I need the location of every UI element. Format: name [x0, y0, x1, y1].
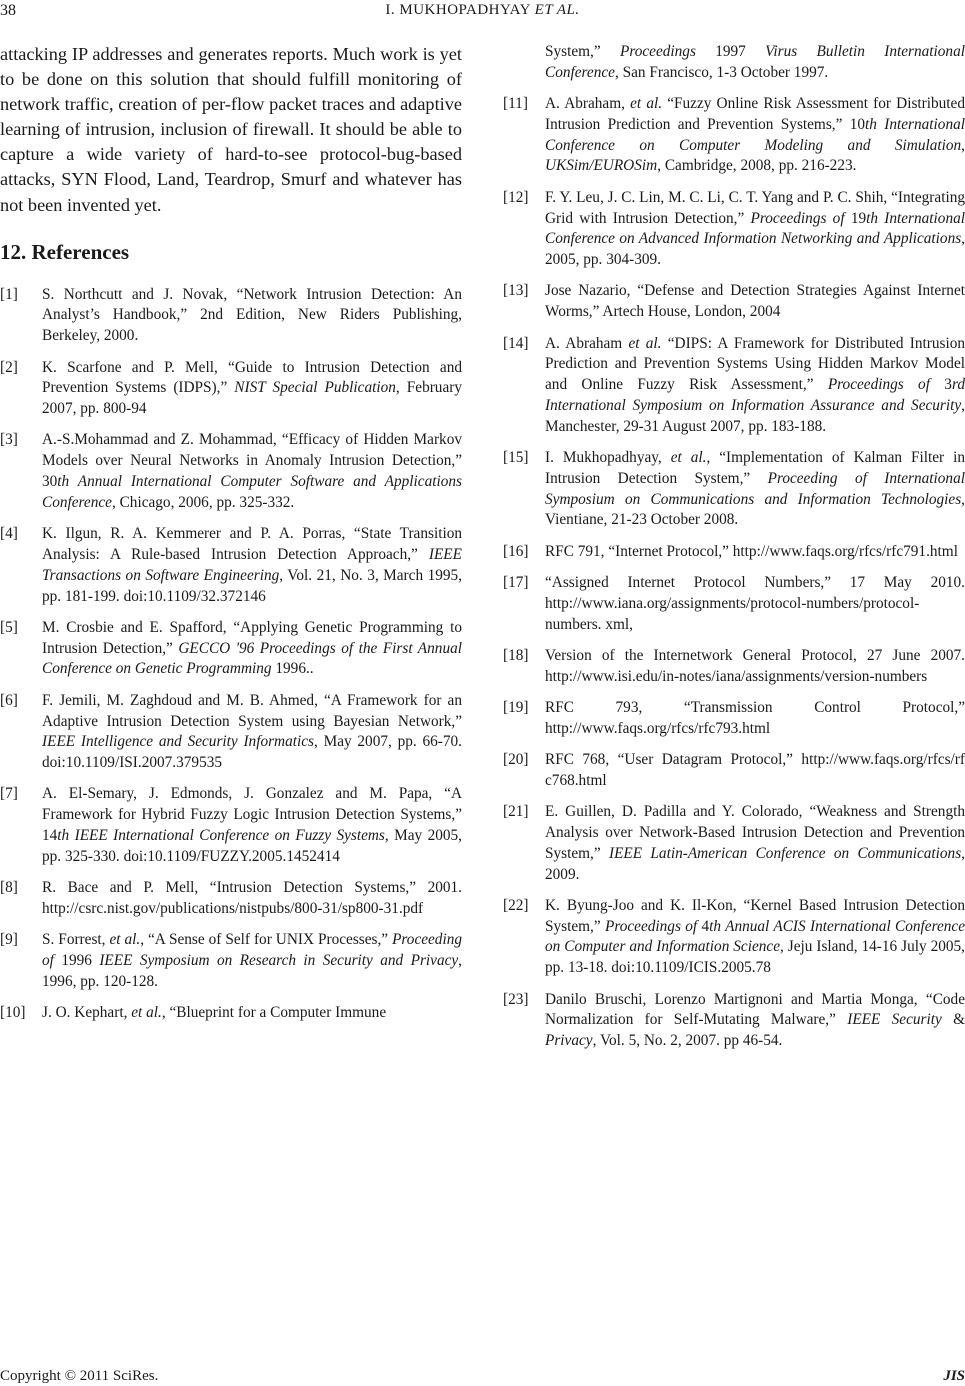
- reference-item: [0, 1003, 462, 1024]
- reference-text-segment: , May 2007, pp. 66-70. doi:10.1109/ISI.2007.379535: [42, 733, 462, 772]
- reference-text-segment: RFC 791, “Internet Protocol,” http://www.faqs.org/rfcs/rfc791.html: [545, 542, 958, 560]
- reference-text: [545, 188, 965, 271]
- copyright-notice: Copyright © 2011 SciRes.: [0, 1368, 159, 1384]
- reference-text-segment: , “Implementation of Kalman Filter in Intrusion Detection System,”: [545, 449, 965, 487]
- reference-text-segment: I. Mukhopadhyay,: [545, 449, 671, 467]
- reference-text: [42, 285, 462, 347]
- reference-item: [503, 94, 965, 177]
- reference-text: [545, 698, 965, 740]
- running-head-etal: ET AL.: [534, 2, 580, 18]
- reference-italic-segment: IEEE Intelligence and Security Informatics: [42, 733, 314, 751]
- reference-item: [0, 358, 462, 420]
- reference-item: [0, 430, 462, 513]
- reference-text-segment: J. O. Kephart,: [42, 1004, 132, 1022]
- running-head-author: I. MUKHOPADHYAY: [385, 2, 531, 18]
- reference-text-segment: , Vol. 5, No. 2, 2007. pp 46-54.: [592, 1032, 783, 1050]
- reference-italic-segment: Proceedings of: [750, 209, 845, 227]
- reference-italic-segment: et al.: [630, 95, 663, 113]
- reference-text-segment: K. Byung-Joo and K. Il-Kon, “Kernel Based Intrusion Detection System,”: [545, 896, 965, 935]
- reference-number: [13]: [503, 282, 529, 300]
- reference-item: [503, 802, 965, 885]
- reference-text: [42, 691, 462, 774]
- reference-text: [42, 524, 462, 607]
- reference-text-segment: , Jeju Island, 14-16 July 2005, pp. 13-18. doi:10.1109/ICIS.2005.78: [545, 938, 965, 977]
- reference-text: [545, 334, 965, 438]
- reference-italic-segment: Proceeding of: [42, 931, 463, 969]
- reference-item: [503, 896, 965, 979]
- reference-italic-segment: IEEE Latin-American Conference on Communications: [608, 844, 962, 862]
- reference-item: [503, 542, 965, 563]
- page-number: 38: [0, 2, 16, 19]
- reference-text: [42, 878, 462, 920]
- reference-number: [10]: [0, 1004, 26, 1022]
- reference-text-segment: E. Guillen, D. Padilla and Y. Colorado, “Weakness and Strength Analysis over Network-Based Intrusion Detection and Prevention System,”: [545, 803, 965, 862]
- reference-italic-segment: th IEEE International Conference on Fuzzy Systems: [57, 826, 385, 844]
- reference-italic-segment: rd International Symposium on Information Assurance and Security: [545, 376, 965, 414]
- reference-number: [6]: [0, 691, 18, 709]
- reference-text-segment: “Assigned Internet Protocol Numbers,” 17 May 2010. http://www.iana.org/assignments/protocol-numbers/protocol-numbers. xml,: [545, 574, 965, 633]
- reference-text: [545, 573, 965, 635]
- reference-italic-segment: et al.: [628, 334, 662, 352]
- reference-text-segment: R. Bace and P. Mell, “Intrusion Detection Systems,” 2001. http://csrc.nist.gov/publications/nistpubs/800-31/sp800-31.pdf: [42, 879, 462, 917]
- reference-text-segment: &: [941, 1011, 965, 1029]
- reference-text-segment: A.-S.Mohammad and Z. Mohammad, “Efficacy of Hidden Markov Models over Neural Networks in Anomaly Intrusion Detection,” 30: [42, 431, 462, 491]
- reference-number: [17]: [503, 574, 529, 592]
- reference-number: [3]: [0, 431, 18, 449]
- reference-text-segment: , Vol. 21, No. 3, March 1995, pp. 181-199. doi:10.1109/32.372146: [42, 566, 462, 605]
- reference-italic-segment: Privacy: [545, 1032, 593, 1050]
- reference-number: [1]: [0, 285, 18, 303]
- reference-italic-segment: Proceedings of: [605, 917, 698, 935]
- reference-text: [545, 448, 965, 531]
- reference-text: [545, 542, 965, 563]
- reference-italic-segment: NIST Special Publication: [234, 379, 396, 397]
- reference-text-segment: , May 2005, pp. 325-330. doi:10.1109/FUZZY.2005.1452414: [42, 826, 462, 865]
- reference-italic-segment: GECCO '96 Proceedings of the First Annual Conference on Genetic Programming: [42, 639, 462, 678]
- reference-number: [18]: [503, 646, 529, 664]
- reference-text-segment: RFC 793, “Transmission Control Protocol,” http://www.faqs.org/rfcs/rfc793.html: [545, 699, 965, 737]
- reference-number: [7]: [0, 785, 18, 803]
- reference-item: [503, 646, 965, 688]
- reference-number: [2]: [0, 358, 18, 376]
- reference-text-segment: , Manchester, 29-31 August 2007, pp. 183-188.: [545, 396, 965, 435]
- reference-text-segment: Jose Nazario, “Defense and Detection Strategies Against Internet Worms,” Artech House, London, 2004: [545, 282, 965, 321]
- reference-number: [19]: [503, 699, 529, 717]
- reference-italic-segment: et al.: [131, 1004, 162, 1022]
- reference-text-segment: 3: [929, 376, 952, 394]
- reference-text-segment: , “Blueprint for a Computer Immune: [161, 1004, 387, 1022]
- reference-text-segment: “DIPS: A Framework for Distributed Intrusion Prediction and Prevention Systems Using Hidden Markov Model and Online Fuzzy Risk Assessment,”: [545, 334, 965, 394]
- reference-text-segment: S. Northcutt and J. Novak, “Network Intrusion Detection: An Analyst’s Handbook,” 2nd Edition, New Riders Publishing, Berkeley, 2000.: [42, 285, 462, 345]
- reference-italic-segment: Virus Bulletin International Conference: [545, 43, 965, 81]
- reference-text-segment: Version of the Internetwork General Protocol, 27 June 2007. http://www.isi.edu/in-notes/iana/assignments/version-numbers: [545, 646, 965, 685]
- reference-italic-segment: IEEE Security: [847, 1011, 942, 1029]
- reference-text-segment: A. El-Semary, J. Edmonds, J. Gonzalez and M. Papa, “A Framework for Hybrid Fuzzy Logic Intrusion Detection Systems,” 14: [42, 785, 462, 844]
- reference-text-segment: 1996: [53, 951, 100, 969]
- reference-text-segment: 4: [697, 917, 710, 935]
- reference-text-segment: K. Ilgun, R. A. Kemmerer and P. A. Porras, “State Transition Analysis: A Rule-based Intrusion Detection Approach,”: [42, 525, 462, 563]
- reference-number: [12]: [503, 188, 529, 206]
- reference-text-segment: , Cambridge, 2008, pp. 216-223.: [657, 157, 857, 175]
- reference-item: [503, 990, 965, 1052]
- reference-text: [42, 358, 462, 420]
- reference-10-continuation: [545, 42, 965, 84]
- reference-number: [4]: [0, 525, 18, 543]
- running-head: [0, 2, 965, 19]
- page-footer: [0, 1368, 965, 1386]
- reference-number: [20]: [503, 751, 529, 769]
- reference-number: [15]: [503, 449, 529, 467]
- reference-item: [0, 524, 462, 607]
- reference-text-segment: “Fuzzy Online Risk Assessment for Distributed Intrusion Prediction and Prevention Systems,” 10: [545, 95, 965, 133]
- section-title: 12. References: [0, 239, 130, 264]
- references-list-left: [0, 285, 462, 1024]
- reference-italic-segment: Proceedings of: [827, 376, 930, 394]
- reference-italic-segment: Proceedings: [620, 43, 696, 60]
- body-paragraph: attacking IP addresses and generates reports. Much work is yet to be done on this solution that should fulfill monitoring of network traffic, creation of per-flow packet traces and adaptive learning of intrusion, inclusion of firewall. It should be able to capture a wide variety of hard-to-see protocol-bug-based attacks, SYN Flood, Land, Teardrop, Smurf and whatever has not been invented yet.: [0, 44, 462, 215]
- reference-item: [0, 784, 462, 867]
- reference-text-segment: , 2005, pp. 304-309.: [545, 230, 965, 269]
- reference-text-segment: , 2009.: [545, 844, 965, 883]
- reference-item: [503, 698, 965, 740]
- reference-text-segment: System,”: [545, 43, 620, 60]
- reference-italic-segment: IEEE Symposium on Research in Security and Privacy: [99, 951, 459, 969]
- reference-text-segment: 1996..: [271, 660, 314, 678]
- reference-italic-segment: th International Conference on Computer Modeling and Simulation: [545, 115, 965, 154]
- reference-text: [545, 990, 965, 1052]
- reference-text: [545, 281, 965, 323]
- reference-text: [42, 1003, 462, 1024]
- reference-italic-segment: UKSim/EUROSim: [545, 157, 658, 175]
- reference-text-segment: A. Abraham,: [545, 95, 631, 113]
- reference-text-segment: S. Forrest,: [42, 931, 110, 949]
- reference-item: [0, 285, 462, 347]
- left-column: [0, 42, 462, 1034]
- reference-text-segment: , “A Sense of Self for UNIX Processes,”: [140, 931, 393, 949]
- reference-italic-segment: th Annual International Computer Software and Applications Conference: [42, 473, 462, 511]
- reference-text-segment: K. Scarfone and P. Mell, “Guide to Intrusion Detection and Prevention Systems (IDPS),”: [42, 358, 462, 397]
- reference-text: [42, 930, 462, 992]
- reference-text: [545, 802, 965, 885]
- reference-item: [503, 750, 965, 792]
- journal-abbrev: JIS: [943, 1368, 965, 1384]
- reference-text-segment: 1997: [695, 43, 766, 60]
- reference-text: [545, 750, 965, 792]
- reference-italic-segment: th International Conference on Advanced Information Networking and Applications: [545, 209, 965, 248]
- reference-text-segment: , Vientiane, 21-23 October 2008.: [545, 490, 965, 529]
- reference-number: [8]: [0, 879, 18, 897]
- reference-number: [16]: [503, 542, 529, 560]
- reference-text-segment: , February 2007, pp. 800-94: [42, 379, 462, 418]
- reference-item: [0, 878, 462, 920]
- reference-item: [0, 691, 462, 774]
- reference-item: [0, 930, 462, 992]
- reference-item: [0, 618, 462, 680]
- references-list-right: [503, 94, 965, 1052]
- reference-item: [503, 573, 965, 635]
- reference-italic-segment: Proceeding of International Symposium on Communications and Information Technologies: [545, 469, 965, 508]
- reference-number: [11]: [503, 95, 528, 113]
- reference-text-segment: RFC 768, “User Datagram Protocol,” http://www.faqs.org/rfcs/rf c768.html: [545, 751, 965, 789]
- reference-text-segment: , San Francisco, 1-3 October 1997.: [614, 63, 829, 81]
- reference-text-segment: 19: [844, 209, 867, 227]
- reference-text-segment: Danilo Bruschi, Lorenzo Martignoni and Martia Monga, “Code Normalization for Self-Mutating Malware,”: [545, 990, 965, 1029]
- reference-italic-segment: IEEE Transactions on Software Engineering: [42, 545, 462, 584]
- reference-text: [545, 896, 965, 979]
- reference-number: [21]: [503, 803, 529, 821]
- reference-text: [42, 430, 462, 513]
- reference-number: [5]: [0, 618, 18, 636]
- reference-text: [545, 646, 965, 688]
- reference-text-segment: M. Crosbie and E. Spafford, “Applying Genetic Programming to Intrusion Detection,”: [42, 618, 462, 657]
- reference-text: [545, 94, 965, 177]
- page-header: [0, 0, 965, 24]
- right-column: [503, 42, 965, 1062]
- reference-item: [503, 334, 965, 438]
- reference-text-segment: , Chicago, 2006, pp. 325-332.: [111, 493, 295, 511]
- reference-number: [22]: [503, 896, 529, 914]
- reference-italic-segment: et al.: [109, 931, 141, 949]
- reference-item: [503, 448, 965, 531]
- reference-text-segment: F. Jemili, M. Zaghdoud and M. B. Ahmed, “A Framework for an Adaptive Intrusion Detection System using Bayesian Network,”: [42, 691, 462, 730]
- reference-item: [503, 188, 965, 271]
- reference-italic-segment: et al.: [670, 449, 707, 467]
- reference-number: [23]: [503, 990, 529, 1008]
- reference-text-segment: , 1996, pp. 120-128.: [42, 951, 462, 990]
- reference-text-segment: A. Abraham: [545, 334, 629, 352]
- reference-number: [14]: [503, 334, 529, 352]
- reference-number: [9]: [0, 931, 18, 949]
- reference-item: [503, 281, 965, 323]
- reference-italic-segment: th Annual ACIS International Conference on Computer and Information Science: [545, 917, 965, 956]
- reference-text-segment: F. Y. Leu, J. C. Lin, M. C. Li, C. T. Yang and P. C. Shih, “Integrating Grid with Intrusion Detection,”: [545, 188, 965, 227]
- reference-text: [42, 618, 462, 680]
- reference-text-segment: ,: [961, 136, 965, 154]
- reference-text: [42, 784, 462, 867]
